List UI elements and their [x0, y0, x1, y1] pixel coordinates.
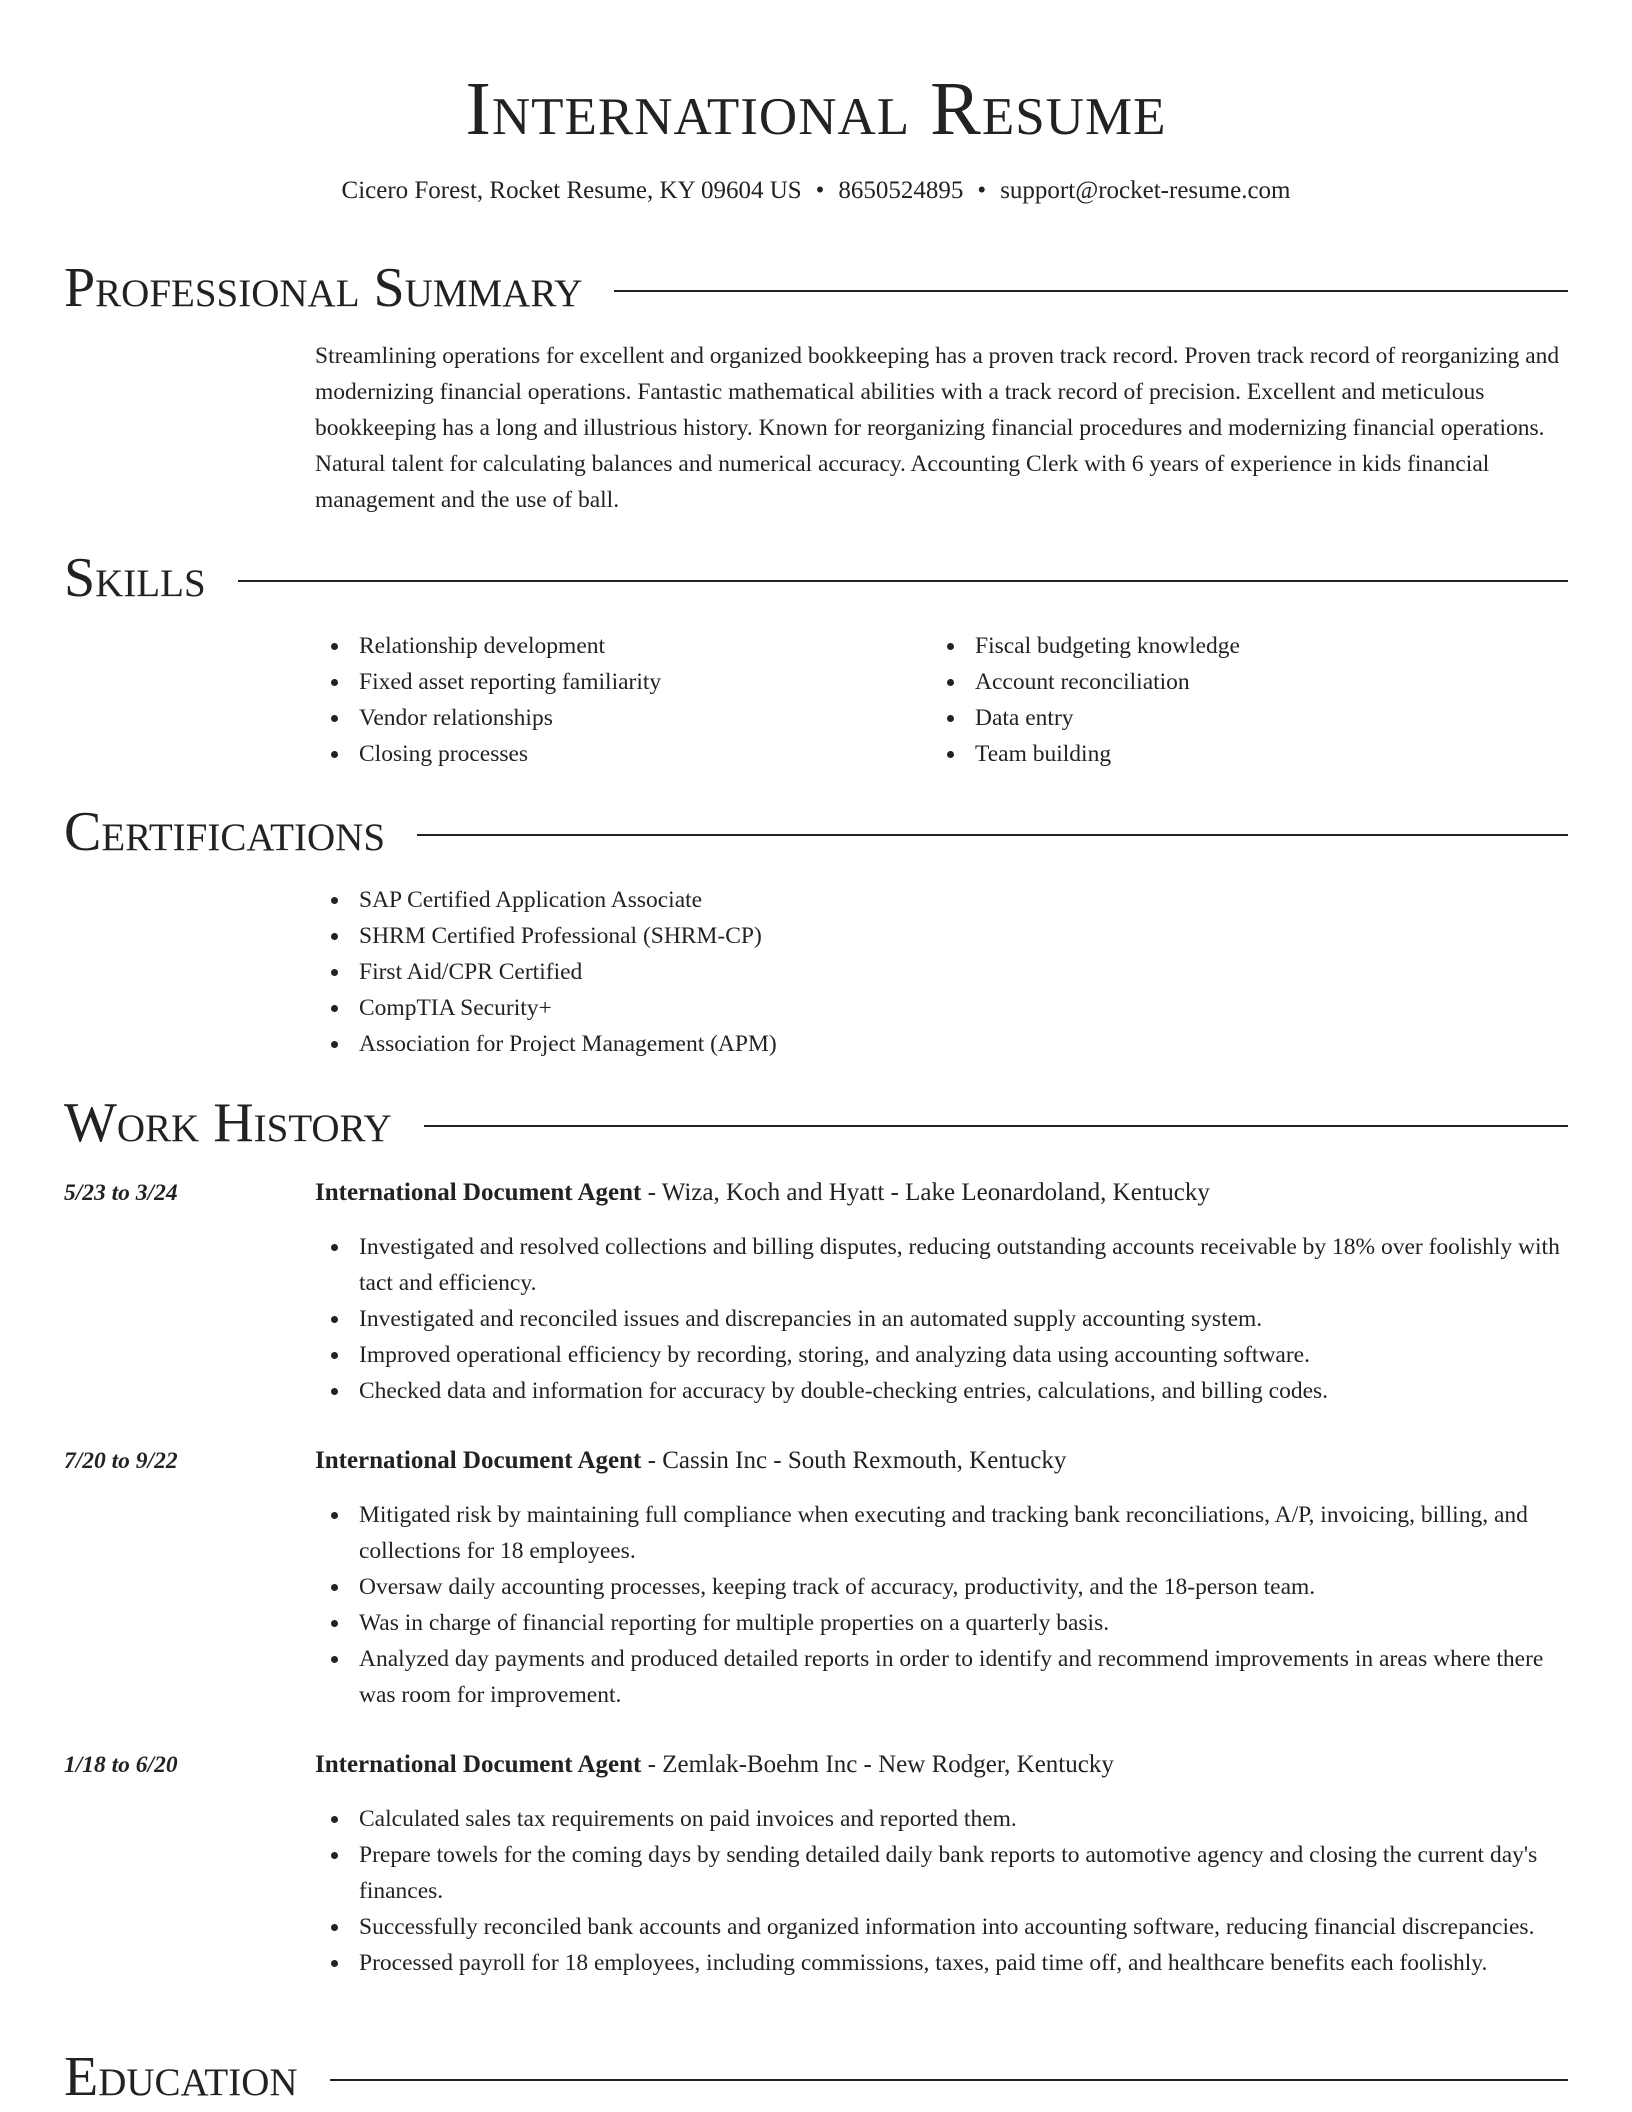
contact-line [0, 174, 1632, 208]
contact-phone: 8650524895 [838, 177, 964, 204]
job-bullet: Analyzed day payments and produced detailed reports in order to identify and recommend improvements in areas where there was room for improvement. [315, 1641, 1570, 1713]
contact-separator: • [977, 177, 987, 204]
skill-item: Fiscal budgeting knowledge [931, 628, 1531, 664]
work-history-title: Work History [64, 1092, 392, 1154]
job-role: International Document Agent [315, 1751, 642, 1778]
contact-address: Cicero Forest, Rocket Resume, KY 09604 US [341, 177, 802, 204]
skill-item: Relationship development [315, 628, 915, 664]
job-bullet: Investigated and reconciled issues and discrepancies in an automated supply accounting system. [315, 1301, 1570, 1337]
job-role: International Document Agent [315, 1179, 642, 1206]
summary-title: Professional Summary [64, 257, 583, 319]
section-divider [330, 2079, 1568, 2081]
section-divider [417, 834, 1568, 836]
job-bullets [315, 1801, 1570, 1981]
certifications-title: Certifications [64, 801, 386, 863]
certifications-list [315, 882, 1570, 1062]
job-bullets [315, 1229, 1570, 1409]
skill-item: Closing processes [315, 736, 915, 772]
job-role: International Document Agent [315, 1447, 642, 1474]
summary-heading [64, 256, 1568, 320]
job-bullet: Calculated sales tax requirements on paid invoices and reported them. [315, 1801, 1570, 1837]
resume-name: International Resume [465, 67, 1167, 151]
skill-item: Data entry [931, 700, 1531, 736]
job-details: - Zemlak-Boehm Inc - New Rodger, Kentucky [641, 1751, 1114, 1778]
job-bullet: Oversaw daily accounting processes, keeping track of accuracy, productivity, and the 18-person team. [315, 1569, 1570, 1605]
work-history-heading [64, 1091, 1568, 1155]
job-bullet: Prepare towels for the coming days by sending detailed daily bank reports to automotive agency and closing the current day's finances. [315, 1837, 1570, 1909]
job-details: - Cassin Inc - South Rexmouth, Kentucky [641, 1447, 1067, 1474]
job-bullet: Improved operational efficiency by recording, storing, and analyzing data using accounting software. [315, 1337, 1570, 1373]
job-details: - Wiza, Koch and Hyatt - Lake Leonardoland, Kentucky [641, 1179, 1210, 1206]
job-title-line [315, 1175, 1570, 1211]
summary-text: Streamlining operations for excellent and organized bookkeeping has a proven track record. Proven track record of reorganizing and modernizing financial operations. Fantastic mathematical abilities with a track record of precision. Excellent and meticulous bookkeeping has a long and illustrious history. Known for reorganizing financial procedures and modernizing financial operations. Natural talent for calculating balances and numerical accuracy. Accounting Clerk with 6 years of experience in kids financial management and the use of ball. [315, 343, 1560, 513]
job-bullets [315, 1497, 1570, 1713]
skills-list-right [931, 628, 1531, 772]
section-divider [424, 1125, 1568, 1127]
education-title: Education [64, 2046, 298, 2108]
skills-list-left [315, 628, 915, 772]
certification-item: SAP Certified Application Associate [315, 882, 1570, 918]
contact-email: support@rocket-resume.com [1000, 177, 1291, 204]
certifications-heading [64, 800, 1568, 864]
job-date: 7/20 to 9/22 [64, 1448, 178, 1474]
skills-title: Skills [64, 547, 206, 609]
job-bullet: Checked data and information for accuracy by double-checking entries, calculations, and billing codes. [315, 1373, 1570, 1409]
education-heading [64, 2045, 1568, 2109]
job-bullet: Investigated and resolved collections and billing disputes, reducing outstanding accounts receivable by 18% over foolishly with tact and efficiency. [315, 1229, 1570, 1301]
certification-item: CompTIA Security+ [315, 990, 1570, 1026]
skill-item: Account reconciliation [931, 664, 1531, 700]
skill-item: Vendor relationships [315, 700, 915, 736]
skills-heading [64, 546, 1568, 610]
contact-separator: • [815, 177, 825, 204]
job-title-line [315, 1443, 1570, 1479]
job-title-line [315, 1747, 1570, 1783]
job-bullet: Mitigated risk by maintaining full compliance when executing and tracking bank reconciliations, A/P, invoicing, billing, and collections for 18 employees. [315, 1497, 1570, 1569]
certification-item: SHRM Certified Professional (SHRM-CP) [315, 918, 1570, 954]
section-divider [614, 290, 1568, 292]
job-date: 1/18 to 6/20 [64, 1752, 178, 1778]
job-bullet: Successfully reconciled bank accounts and organized information into accounting software, reducing financial discrepancies. [315, 1909, 1570, 1945]
job-bullet: Processed payroll for 18 employees, including commissions, taxes, paid time off, and healthcare benefits each foolishly. [315, 1945, 1570, 1981]
skill-item: Team building [931, 736, 1531, 772]
skill-item: Fixed asset reporting familiarity [315, 664, 915, 700]
certification-item: First Aid/CPR Certified [315, 954, 1570, 990]
certification-item: Association for Project Management (APM) [315, 1026, 1570, 1062]
job-bullet: Was in charge of financial reporting for multiple properties on a quarterly basis. [315, 1605, 1570, 1641]
job-date: 5/23 to 3/24 [64, 1180, 178, 1206]
section-divider [238, 580, 1568, 582]
